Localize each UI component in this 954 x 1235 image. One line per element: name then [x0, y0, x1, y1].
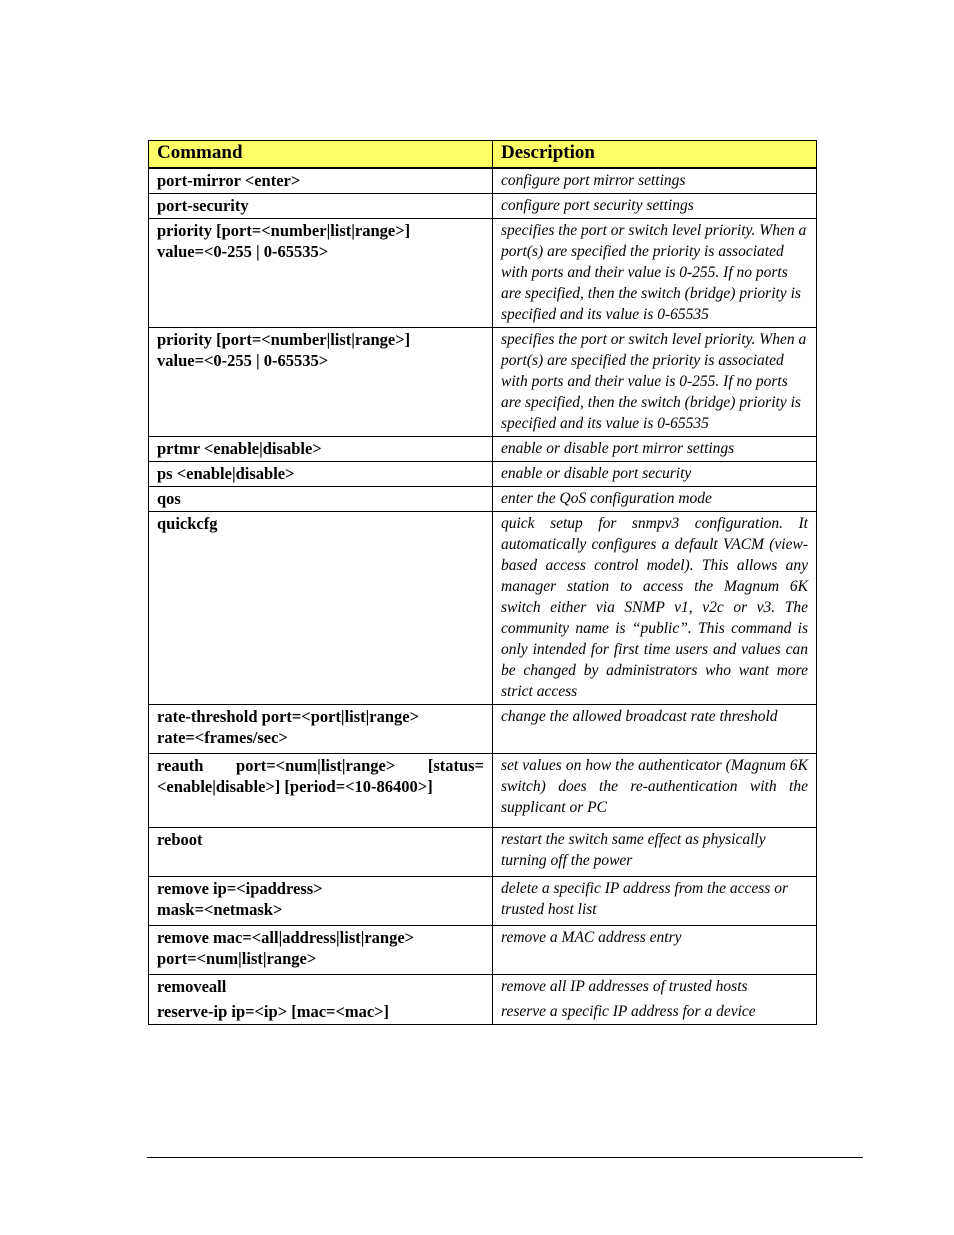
table-row — [149, 975, 817, 1025]
command-cell — [149, 512, 493, 705]
table-row — [149, 194, 817, 219]
command-cell — [149, 462, 493, 487]
description-cell: specifies the port or switch level priority. When a port(s) are specified the priority is associated with ports and their value is 0-255. If no ports are specified, then the switch (bridge) priority is specified and its value is 0-65535 — [493, 219, 817, 328]
table-row — [149, 437, 817, 462]
footer-rule — [147, 1157, 863, 1158]
command-text: priority [port=<number|list|range>] — [157, 330, 411, 349]
description-cell: specifies the port or switch level priority. When a port(s) are specified the priority is associated with ports and their value is 0-255. If no ports are specified, then the switch (bridge) priority is specified and its value is 0-65535 — [493, 328, 817, 437]
command-text: reserve-ip ip=<ip> [mac=<mac>] — [157, 1002, 390, 1021]
command-cell — [149, 705, 493, 754]
table-row — [149, 462, 817, 487]
command-text: port-security — [157, 196, 249, 215]
command-cell — [149, 487, 493, 512]
table-row — [149, 512, 817, 705]
command-cell — [149, 926, 493, 975]
command-text: mask=<netmask> — [157, 900, 283, 919]
command-text: value=<0-255 | 0-65535> — [157, 351, 329, 370]
description-cell: enter the QoS configuration mode — [493, 487, 817, 512]
table-row — [149, 328, 817, 437]
description-cell: configure port security settings — [493, 194, 817, 219]
description-cell: set values on how the authenticator (Magnum 6K switch) does the re-authentication with the supplicant or PC — [493, 754, 817, 828]
table-row — [149, 168, 817, 194]
table-row — [149, 754, 817, 828]
table-row — [149, 926, 817, 975]
command-text: port=<num|list|range> — [157, 949, 317, 968]
table-row — [149, 828, 817, 877]
command-text: remove ip=<ipaddress> — [157, 879, 323, 898]
command-table — [148, 140, 817, 1025]
description-cell: delete a specific IP address from the access or trusted host list — [493, 877, 817, 926]
table-row — [149, 877, 817, 926]
command-text: reauth port=<num|list|range> [status=<enable|disable>] [period=<10-86400>] — [157, 756, 484, 796]
command-text: priority [port=<number|list|range>] — [157, 221, 411, 240]
command-text: rate-threshold port=<port|list|range> — [157, 707, 420, 726]
command-text: qos — [157, 489, 181, 508]
command-text: rate=<frames/sec> — [157, 728, 288, 747]
command-text: ps <enable|disable> — [157, 464, 295, 483]
command-cell — [149, 828, 493, 877]
command-text: port-mirror <enter> — [157, 171, 301, 190]
description-cell: enable or disable port security — [493, 462, 817, 487]
command-cell — [149, 219, 493, 328]
command-text: remove mac=<all|address|list|range> — [157, 928, 415, 947]
command-cell — [149, 437, 493, 462]
command-text: removeall — [157, 977, 227, 996]
table-row — [149, 219, 817, 328]
description-cell: change the allowed broadcast rate threshold — [493, 705, 817, 754]
description-cell: quick setup for snmpv3 configuration. It automatically configures a default VACM (view-based access control model). This allows any manager station to access the Magnum 6K switch either via SNMP v1, v2c or v3. The community name is “public”. This command is only intended for first time users and values can be changed by administrators who want more strict access — [493, 512, 817, 705]
command-cell — [149, 168, 493, 194]
command-cell — [149, 975, 493, 1025]
description-text: remove all IP addresses of trusted hosts — [501, 978, 748, 995]
header-description: Description — [493, 141, 817, 169]
description-cell: restart the switch same effect as physically turning off the power — [493, 828, 817, 877]
command-text: quickcfg — [157, 514, 218, 533]
command-cell — [149, 328, 493, 437]
header-command: Command — [149, 141, 493, 169]
description-text: reserve a specific IP address for a device — [501, 1003, 756, 1020]
description-cell: enable or disable port mirror settings — [493, 437, 817, 462]
command-text: value=<0-255 | 0-65535> — [157, 242, 329, 261]
command-cell — [149, 877, 493, 926]
table-row — [149, 705, 817, 754]
description-cell: configure port mirror settings — [493, 168, 817, 194]
table-header-row — [149, 141, 817, 169]
command-cell — [149, 194, 493, 219]
command-text: reboot — [157, 830, 203, 849]
table-row — [149, 487, 817, 512]
description-cell — [493, 975, 817, 1025]
command-text: prtmr <enable|disable> — [157, 439, 322, 458]
description-cell: remove a MAC address entry — [493, 926, 817, 975]
command-cell — [149, 754, 493, 828]
